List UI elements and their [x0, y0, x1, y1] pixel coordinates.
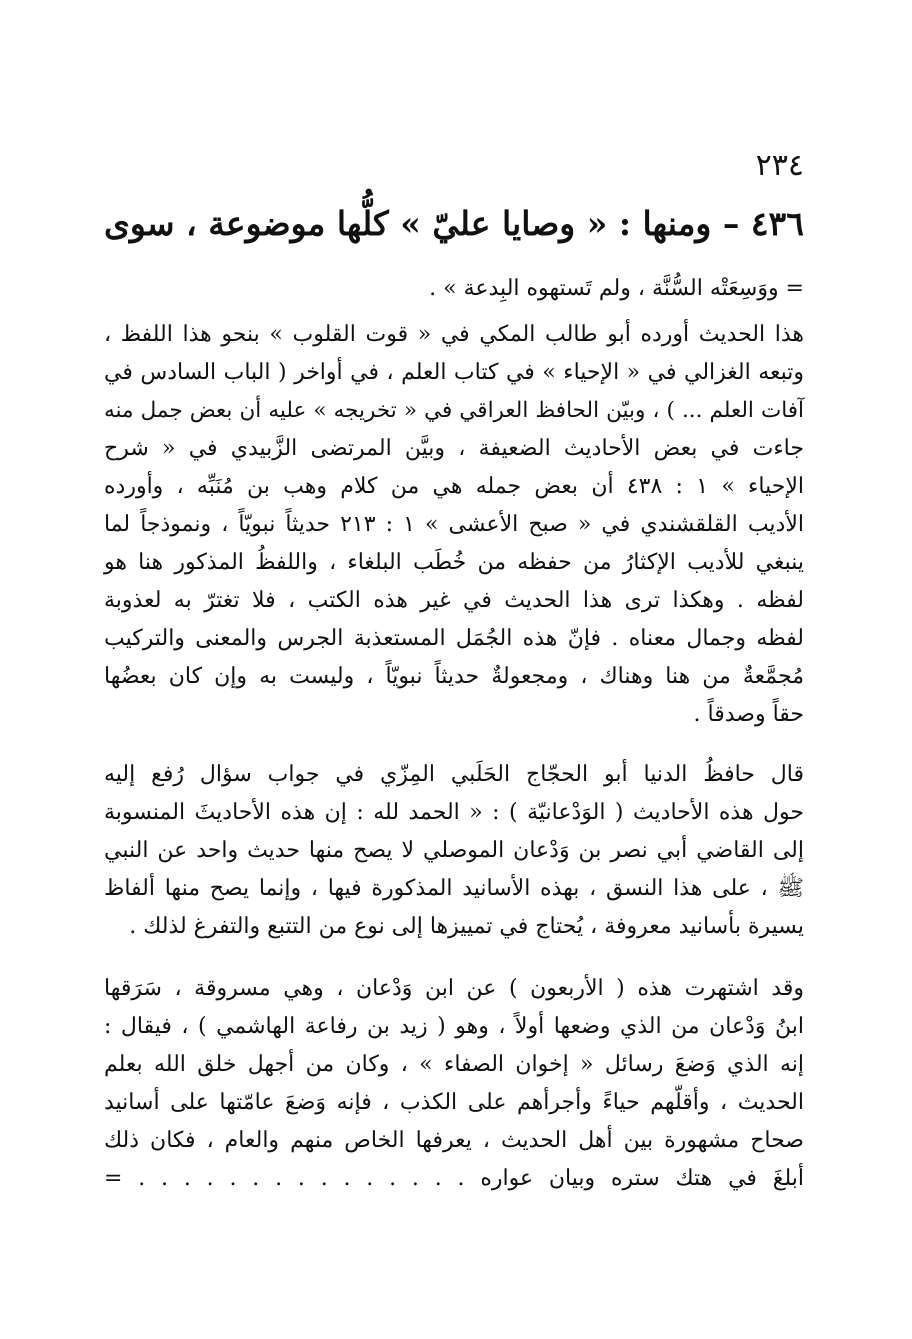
- footnote-line: وقد اشتهرت هذه ( الأربعون ) عن ابن وَدْعان ، وهي مسروقة ، سَرَقها: [104, 976, 804, 1001]
- footnote-line: ينبغي للأديب الإكثارُ من حفظه من خُطَب البلغاء ، واللفظُ المذكور هنا هو: [104, 550, 804, 575]
- footnote-paragraph-3: [104, 970, 804, 1198]
- footnote-line: إنه الذي وَضعَ رسائل « إخوان الصفاء » ، وكان من أجهل خلق الله بعلم: [104, 1052, 804, 1077]
- footnote-line: قال حافظُ الدنيا أبو الحجّاج الحَلَبي المِزّي في جواب سؤال رُفع إليه: [104, 762, 804, 787]
- footnote-line: الأديب القلقشندي في « صبح الأعشى » ١ : ٢١٣ حديثاً نبويّاً ، ونموذجاً لما: [104, 512, 804, 537]
- footnote-line: الإحياء » ١ : ٤٣٨ أن بعض جمله هي من كلام وهب بن مُنَبِّه ، وأورده: [104, 474, 804, 499]
- footnote-line: حقاً وصدقاً .: [693, 702, 804, 727]
- footnote-continuation: [104, 270, 804, 308]
- footnote-line: يسيرة بأسانيد معروفة ، يُحتاج في تمييزها إلى نوع من التتبع والتفرغ لذلك .: [129, 914, 804, 939]
- footnote-line: جاءت في بعض الأحاديث الضعيفة ، وبيَّن المرتضى الزَّبيدي في « شرح: [104, 436, 804, 461]
- entry-heading: ٤٣٦ – ومنها : « وصايا عليّ » كلُّها موضوعة ، سوى: [104, 204, 804, 243]
- footnote-line: الحديث ، وأقلّهم حياءً وأجرأهم على الكذب ، فإنه وَضعَ عامّتها على أسانيد: [104, 1090, 804, 1115]
- footnote-line: = ووَسِعَتْه السُّنَّة ، ولم تَستهوه البِدعة » .: [429, 276, 804, 301]
- footnote-paragraph-2: [104, 756, 804, 946]
- footnote-line: إلى القاضي أبي نصر بن وَدْعان الموصلي لا يصح منها حديث واحد عن النبي: [104, 838, 804, 863]
- footnote-line: صحاح مشهورة بين أهل الحديث ، يعرفها الخاص منهم والعام ، فكان ذلك: [104, 1128, 804, 1153]
- footnote-line: أبلغَ في هتك ستره وبيان عواره . . . . . . . . . . . . . . . =: [104, 1166, 804, 1191]
- footnote-line: هذا الحديث أورده أبو طالب المكي في « قوت القلوب » بنحو هذا اللفظ ،: [104, 322, 804, 347]
- footnote-line: وتبعه الغزالي في « الإحياء » في كتاب العلم ، في أواخر ( الباب السادس في: [104, 360, 804, 385]
- footnote-paragraph-1: [104, 316, 804, 734]
- footnote-line: ﷺ ، على هذا النسق ، بهذه الأسانيد المذكورة فيها ، وإنما يصح منها ألفاظ: [104, 876, 804, 901]
- footnote-line: لفظه . وهكذا ترى هذا الحديث في غير هذه الكتب ، فلا تغترّ به لعذوبة: [104, 588, 804, 613]
- page-number: ٢٣٤: [755, 148, 804, 183]
- footnote-line: آفات العلم ... ) ، وبيّن الحافظ العراقي في « تخريجه » عليه أن بعض جمل منه: [104, 398, 804, 423]
- footnote-line: ابنُ وَدْعان من الذي وضعها أولاً ، وهو ( زيد بن رفاعة الهاشمي ) ، فيقال :: [104, 1014, 804, 1039]
- footnote-line: لفظه وجمال معناه . فإنّ هذه الجُمَل المستعذبة الجرس والمعنى والتركيب: [104, 626, 804, 651]
- footnote-line: حول هذه الأحاديث ( الوَدْعانيّة ) : « الحمد لله : إن هذه الأحاديثَ المنسوبة: [104, 800, 804, 825]
- footnote-line: مُجمَّعةٌ من هنا وهناك ، ومجعولةٌ حديثاً نبويّاً ، وليست به وإن كان بعضُها: [104, 664, 804, 689]
